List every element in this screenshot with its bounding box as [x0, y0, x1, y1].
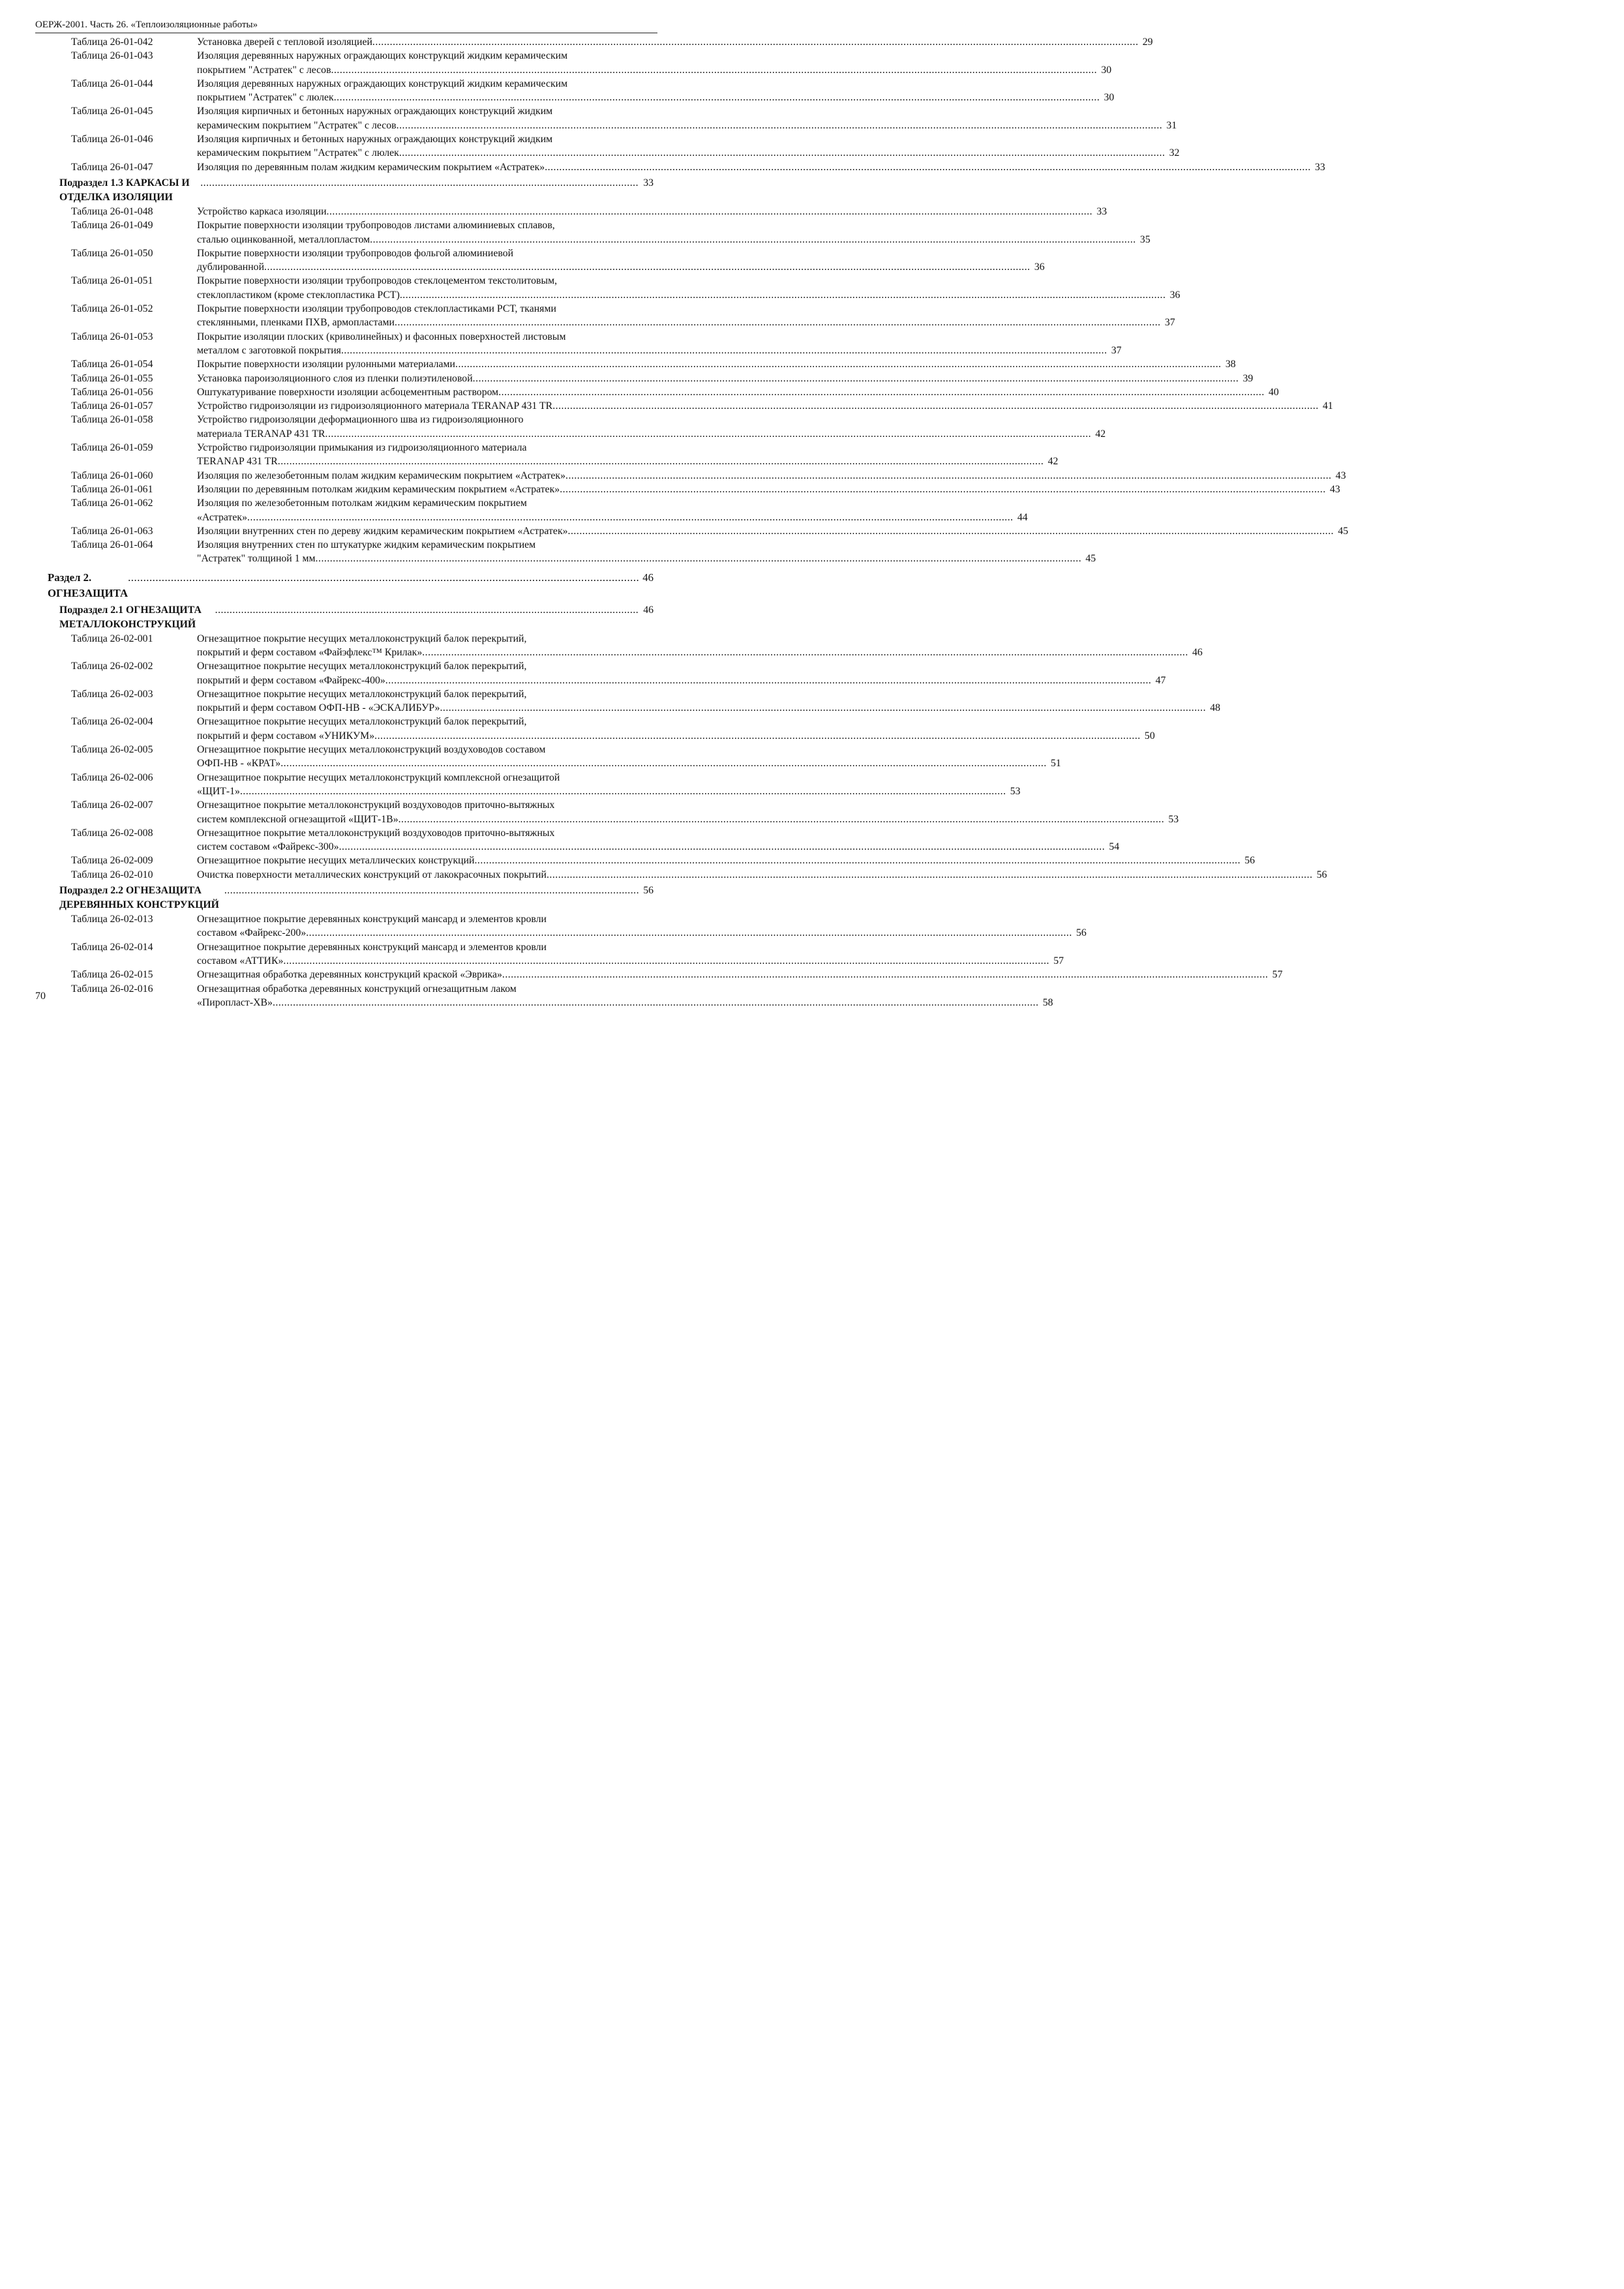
toc-entry-code: Таблица 26-01-061	[71, 483, 153, 495]
heading-page: 46	[643, 604, 654, 616]
toc-entry-code: Таблица 26-01-055	[71, 372, 153, 384]
toc-subsection-heading	[35, 884, 654, 912]
toc-entry-code: Таблица 26-01-062	[71, 498, 153, 509]
toc-entry-title: Очистка поверхности металлических конструкций от лакокрасочных покрытий	[197, 869, 547, 880]
toc-entry-page: 33	[1096, 205, 1107, 217]
toc-entry	[35, 77, 1115, 105]
toc-entry	[35, 826, 1120, 854]
toc-entry-code: Таблица 26-01-044	[71, 78, 153, 89]
toc-entry-code: Таблица 26-01-051	[71, 275, 153, 287]
toc-entry-title: Огнезащитное покрытие несущих металлоконструкций балок перекрытий,	[197, 633, 527, 644]
toc-entry-page: 36	[1034, 262, 1045, 273]
toc-entry-code: Таблица 26-01-063	[71, 525, 153, 537]
toc-entry-page: 56	[1316, 869, 1327, 880]
toc-entry-code: Таблица 26-01-064	[71, 539, 153, 551]
toc-entry-title: Изоляции по деревянным потолкам жидким керамическим покрытием «Астратек»	[197, 483, 560, 495]
toc-entry-page: 58	[1042, 996, 1053, 1008]
toc-entry-title: Изоляция деревянных наружных ограждающих конструкций жидким керамическим	[197, 78, 568, 89]
toc-entry-title: Изоляция внутренних стен по штукатурке жидким керамическим покрытием	[197, 539, 536, 551]
toc-entry-title: дублированной	[197, 262, 265, 273]
toc-entry-title: Огнезащитное покрытие несущих металлоконструкций балок перекрытий,	[197, 661, 527, 672]
toc-entry	[35, 687, 1221, 715]
leader-dots	[280, 756, 1047, 770]
toc-entry	[35, 104, 1177, 132]
leader-dots	[339, 840, 1105, 854]
toc-entry-code: Таблица 26-01-059	[71, 442, 153, 454]
leader-dots	[498, 385, 1265, 399]
leader-dots	[568, 524, 1334, 538]
toc-entry	[35, 743, 1061, 771]
heading-title: Раздел 2. ОГНЕЗАЩИТА	[48, 571, 128, 599]
toc-entry-code: Таблица 26-01-057	[71, 400, 153, 412]
toc-entry-title: TERANAP 431 TR	[197, 456, 278, 468]
leader-dots	[372, 35, 1139, 49]
leader-dots	[474, 854, 1241, 867]
toc-subsection-heading	[35, 176, 654, 205]
toc-entry-title: керамическим покрытием "Астратек" с люлек	[197, 147, 399, 159]
toc-entry-code: Таблица 26-02-009	[71, 855, 153, 867]
toc-entry-page: 44	[1017, 511, 1028, 523]
toc-entry-page: 56	[1244, 855, 1256, 867]
toc-entry	[35, 385, 1279, 399]
toc-entry-code: Таблица 26-02-006	[71, 771, 153, 783]
toc-entry-title: стеклянными, пленками ПХВ, армопластами	[197, 317, 395, 329]
heading-page: 56	[643, 885, 654, 897]
toc-entry-title: покрытий и ферм составом «Файрекс-400»	[197, 674, 385, 686]
leader-dots	[370, 233, 1136, 247]
leader-dots	[455, 357, 1222, 371]
toc-entry-code: Таблица 26-02-005	[71, 744, 153, 756]
toc-entry-page: 33	[1314, 161, 1325, 173]
toc-entry	[35, 496, 1028, 524]
toc-entry-code: Таблица 26-01-046	[71, 134, 153, 145]
leader-dots	[278, 455, 1044, 468]
toc-entry-code: Таблица 26-01-058	[71, 414, 153, 426]
toc-entry-code: Таблица 26-01-049	[71, 220, 153, 232]
toc-entry-page: 41	[1322, 400, 1333, 412]
toc-entry-title: Установка дверей с тепловой изоляцией	[197, 37, 372, 48]
toc-entry	[35, 771, 1021, 799]
toc-entry-title: Огнезащитное покрытие металлоконструкций воздуховодов приточно-вытяжных	[197, 800, 555, 811]
toc-entry	[35, 302, 1175, 330]
toc-section-heading	[35, 570, 654, 601]
leader-dots	[331, 63, 1098, 77]
toc-entry-page: 38	[1225, 359, 1236, 370]
toc-entry-page: 40	[1268, 386, 1279, 398]
leader-dots	[128, 570, 639, 601]
toc-entry	[35, 538, 1096, 566]
toc-entry-code: Таблица 26-01-053	[71, 331, 153, 342]
toc-entry	[35, 218, 1150, 247]
toc-entry	[35, 372, 1254, 385]
toc-entry-title: керамическим покрытием "Астратек" с лесов	[197, 119, 397, 131]
toc-entry-page: 42	[1095, 428, 1106, 440]
toc-entry-code: Таблица 26-01-042	[71, 37, 153, 48]
toc-entry-page: 53	[1010, 785, 1021, 797]
toc-entry	[35, 132, 1180, 160]
toc-entry-page: 47	[1155, 674, 1166, 686]
toc-entry-code: Таблица 26-02-015	[71, 969, 153, 981]
leader-dots	[399, 146, 1165, 160]
toc-entry-title: стеклопластиком (кроме стеклопластика РСТ)	[197, 289, 400, 301]
toc-entry	[35, 205, 1107, 218]
toc-entry-title: Изоляция по деревянным полам жидким керамическим покрытием «Астратек»	[197, 161, 545, 173]
leader-dots	[547, 868, 1313, 882]
toc-entry-title: Огнезащитная обработка деревянных конструкций краской «Эврика»	[197, 969, 502, 981]
toc-entry-title: Огнезащитное покрытие деревянных конструкций мансард и элементов кровли	[197, 941, 547, 953]
leader-dots	[325, 427, 1092, 441]
toc-entry-title: ОФП-НВ - «КРАТ»	[197, 758, 281, 770]
toc-entry-code: Таблица 26-02-007	[71, 800, 153, 811]
toc-entry-page: 53	[1168, 813, 1179, 825]
toc-entry-code: Таблица 26-01-048	[71, 205, 153, 217]
toc-entry-code: Таблица 26-02-013	[71, 914, 153, 925]
leader-dots	[440, 701, 1206, 715]
toc-entry-code: Таблица 26-01-060	[71, 470, 153, 481]
leader-dots	[565, 469, 1332, 483]
leader-dots	[306, 926, 1072, 940]
toc-entry-code: Таблица 26-02-010	[71, 869, 153, 880]
toc-entry	[35, 982, 1053, 1010]
toc-entry-code: Таблица 26-02-003	[71, 688, 153, 700]
toc-entry-page: 42	[1047, 456, 1059, 468]
leader-dots	[395, 316, 1161, 329]
toc-entry-title: систем комплексной огнезащитой «ЩИТ-1В»	[197, 813, 398, 825]
toc-entry-code: Таблица 26-01-045	[71, 106, 153, 117]
table-of-contents	[35, 35, 1349, 1010]
toc-entry	[35, 399, 1333, 413]
toc-entry-title: составом «Файрекс-200»	[197, 927, 307, 939]
toc-entry-title: Устройство каркаса изоляции	[197, 205, 327, 217]
toc-entry	[35, 274, 1180, 302]
toc-entry	[35, 35, 1153, 49]
toc-entry-title: «Пиропласт-ХВ»	[197, 996, 273, 1008]
leader-dots	[327, 205, 1093, 218]
toc-entry-code: Таблица 26-01-047	[71, 161, 153, 173]
heading-title: Подраздел 2.2 ОГНЕЗАЩИТА ДЕРЕВЯННЫХ КОНСТРУКЦИЙ	[59, 885, 219, 911]
leader-dots	[341, 344, 1107, 357]
toc-entry-title: Изоляция кирпичных и бетонных наружных ограждающих конструкций жидким	[197, 134, 553, 145]
toc-entry-title: Покрытие поверхности изоляции трубопроводов листами алюминиевых сплавов,	[197, 220, 555, 232]
toc-entry	[35, 483, 1340, 496]
toc-entry-title: Оштукатуривание поверхности изоляции асбоцементным раствором	[197, 386, 499, 398]
heading-title: Подраздел 1.3 КАРКАСЫ И ОТДЕЛКА ИЗОЛЯЦИИ	[59, 177, 190, 203]
toc-entry-title: Покрытие поверхности изоляции трубопроводов фольгой алюминиевой	[197, 247, 514, 259]
toc-entry-page: 36	[1169, 289, 1180, 301]
toc-entry-code: Таблица 26-01-043	[71, 50, 153, 62]
toc-entry-page: 54	[1109, 841, 1120, 853]
toc-entry-code: Таблица 26-02-001	[71, 633, 153, 644]
heading-page: 33	[643, 177, 654, 188]
toc-entry-page: 56	[1076, 927, 1087, 939]
leader-dots	[552, 399, 1319, 413]
toc-entry-title: "Астратек" толщиной 1 мм	[197, 553, 316, 565]
toc-entry	[35, 912, 1087, 940]
toc-entry-code: Таблица 26-02-016	[71, 983, 153, 995]
toc-entry	[35, 940, 1064, 968]
toc-entry-page: 37	[1164, 317, 1175, 329]
leader-dots	[200, 176, 639, 205]
toc-entry	[35, 413, 1106, 441]
heading-page: 46	[642, 571, 654, 584]
toc-entry-page: 50	[1144, 730, 1155, 741]
toc-entry	[35, 469, 1346, 483]
toc-entry-page: 29	[1142, 37, 1153, 48]
toc-entry	[35, 659, 1166, 687]
toc-entry-code: Таблица 26-01-056	[71, 386, 153, 398]
toc-entry-page: 39	[1242, 372, 1254, 384]
toc-entry-title: Огнезащитное покрытие несущих металлоконструкций воздуховодов составом	[197, 744, 546, 756]
toc-entry-title: покрытием "Астратек" с лесов	[197, 64, 331, 76]
toc-entry-code: Таблица 26-02-014	[71, 941, 153, 953]
toc-entry	[35, 247, 1045, 275]
toc-entry-title: Изоляция деревянных наружных ограждающих конструкций жидким керамическим	[197, 50, 568, 62]
leader-dots	[247, 511, 1014, 524]
toc-entry-title: Изоляция по железобетонным полам жидким керамическим покрытием «Астратек»	[197, 470, 565, 481]
toc-entry	[35, 868, 1327, 882]
toc-entry-page: 31	[1166, 119, 1177, 131]
leader-dots	[400, 288, 1166, 302]
toc-entry-page: 57	[1272, 969, 1283, 981]
toc-entry	[35, 49, 1112, 77]
toc-entry	[35, 330, 1122, 358]
heading-title: Подраздел 2.1 ОГНЕЗАЩИТА МЕТАЛЛОКОНСТРУКЦИЙ	[59, 604, 202, 630]
toc-entry-title: Огнезащитное покрытие несущих металлических конструкций	[197, 855, 475, 867]
toc-entry-page: 45	[1338, 525, 1349, 537]
leader-dots	[224, 884, 639, 912]
toc-entry-title: Покрытие поверхности изоляции трубопроводов стеклоцементом текстолитовым,	[197, 275, 558, 287]
toc-entry-title: Огнезащитное покрытие несущих металлоконструкций балок перекрытий,	[197, 716, 527, 728]
toc-entry-title: Огнезащитное покрытие несущих металлоконструкций комплексной огнезащитой	[197, 771, 560, 783]
leader-dots	[502, 968, 1269, 981]
toc-entry-page: 30	[1101, 64, 1112, 76]
page-number: 70	[35, 991, 46, 1002]
toc-entry-title: Огнезащитное покрытие деревянных конструкций мансард и элементов кровли	[197, 914, 547, 925]
leader-dots	[473, 372, 1239, 385]
toc-entry-page: 46	[1192, 646, 1203, 658]
toc-entry-title: Устройство гидроизоляции примыкания из гидроизоляционного материала	[197, 442, 527, 454]
toc-entry-page: 51	[1051, 758, 1061, 770]
toc-entry-title: Установка пароизоляционного слоя из пленки полиэтиленовой	[197, 372, 473, 384]
toc-entry	[35, 798, 1179, 826]
toc-entry	[35, 854, 1256, 867]
leader-dots	[264, 260, 1030, 274]
toc-entry-page: 57	[1053, 955, 1064, 966]
toc-entry	[35, 715, 1155, 743]
toc-entry	[35, 632, 1203, 660]
toc-entry-code: Таблица 26-02-002	[71, 661, 153, 672]
toc-entry-title: Огнезащитная обработка деревянных конструкций огнезащитным лаком	[197, 983, 517, 995]
toc-entry	[35, 524, 1349, 538]
toc-entry-title: систем составом «Файрекс-300»	[197, 841, 339, 853]
toc-entry-code: Таблица 26-02-004	[71, 716, 153, 728]
toc-entry-title: покрытий и ферм составом «УНИКУМ»	[197, 730, 375, 741]
leader-dots	[422, 646, 1188, 659]
toc-entry-page: 48	[1210, 702, 1221, 714]
toc-entry-page: 32	[1169, 147, 1180, 159]
toc-entry-title: «Астратек»	[197, 511, 248, 523]
toc-entry-code: Таблица 26-01-052	[71, 303, 153, 315]
toc-entry-code: Таблица 26-01-054	[71, 359, 153, 370]
leader-dots	[398, 813, 1165, 826]
toc-entry-title: Покрытие поверхности изоляции рулонными материалами	[197, 359, 456, 370]
toc-entry-title: «ЩИТ-1»	[197, 785, 240, 797]
toc-entry-title: металлом с заготовкой покрытия	[197, 344, 341, 356]
running-header: ОЕРЖ-2001. Часть 26. «Теплоизоляционные работы»	[35, 20, 258, 30]
leader-dots	[560, 483, 1326, 496]
toc-entry-page: 30	[1104, 92, 1115, 104]
leader-dots	[545, 160, 1311, 174]
toc-entry	[35, 357, 1236, 371]
toc-entry-page: 35	[1139, 233, 1150, 245]
toc-entry-title: материала TERANAP 431 TR	[197, 428, 325, 440]
toc-entry-title: Устройство гидроизоляции деформационного шва из гидроизоляционного	[197, 414, 524, 426]
toc-entry-title: сталью оцинкованной, металлопластом	[197, 233, 370, 245]
toc-entry-page: 43	[1329, 483, 1340, 495]
toc-entry-code: Таблица 26-02-008	[71, 827, 153, 839]
toc-entry-title: составом «АТТИК»	[197, 955, 284, 966]
toc-entry-page: 37	[1111, 344, 1122, 356]
leader-dots	[374, 729, 1141, 743]
leader-dots	[385, 674, 1152, 687]
toc-entry-title: Изоляция кирпичных и бетонных наружных ограждающих конструкций жидким	[197, 106, 553, 117]
toc-entry	[35, 968, 1283, 981]
leader-dots	[215, 603, 639, 632]
leader-dots	[283, 954, 1049, 968]
toc-entry-title: Огнезащитное покрытие несущих металлоконструкций балок перекрытий,	[197, 688, 527, 700]
toc-entry-title: покрытием "Астратек" с люлек	[197, 92, 334, 104]
toc-entry-title: Изоляции внутренних стен по дереву жидким керамическим покрытием «Астратек»	[197, 525, 568, 537]
toc-entry-title: покрытий и ферм составом ОФП-НВ - «ЭСКАЛИБУР»	[197, 702, 440, 714]
toc-entry	[35, 441, 1059, 469]
leader-dots	[397, 119, 1163, 132]
toc-entry-page: 45	[1085, 553, 1096, 565]
toc-entry	[35, 160, 1325, 174]
toc-subsection-heading	[35, 603, 654, 632]
toc-entry-title: покрытий и ферм составом «Файэфлекс™ Крилак»	[197, 646, 423, 658]
toc-entry-title: Огнезащитное покрытие металлоконструкций воздуховодов приточно-вытяжных	[197, 827, 555, 839]
toc-entry-title: Устройство гидроизоляции из гидроизоляционного материала TERANAP 431 TR	[197, 400, 553, 412]
leader-dots	[240, 785, 1006, 798]
leader-dots	[334, 91, 1100, 104]
toc-entry-title: Покрытие поверхности изоляции трубопроводов стеклопластиками РСТ, тканями	[197, 303, 556, 315]
toc-entry-title: Изоляция по железобетонным потолкам жидким керамическим покрытием	[197, 498, 527, 509]
toc-entry-page: 43	[1335, 470, 1346, 481]
leader-dots	[273, 996, 1039, 1010]
leader-dots	[316, 552, 1082, 565]
toc-entry-title: Покрытие изоляции плоских (криволинейных) и фасонных поверхностей листовым	[197, 331, 566, 342]
toc-entry-code: Таблица 26-01-050	[71, 247, 153, 259]
